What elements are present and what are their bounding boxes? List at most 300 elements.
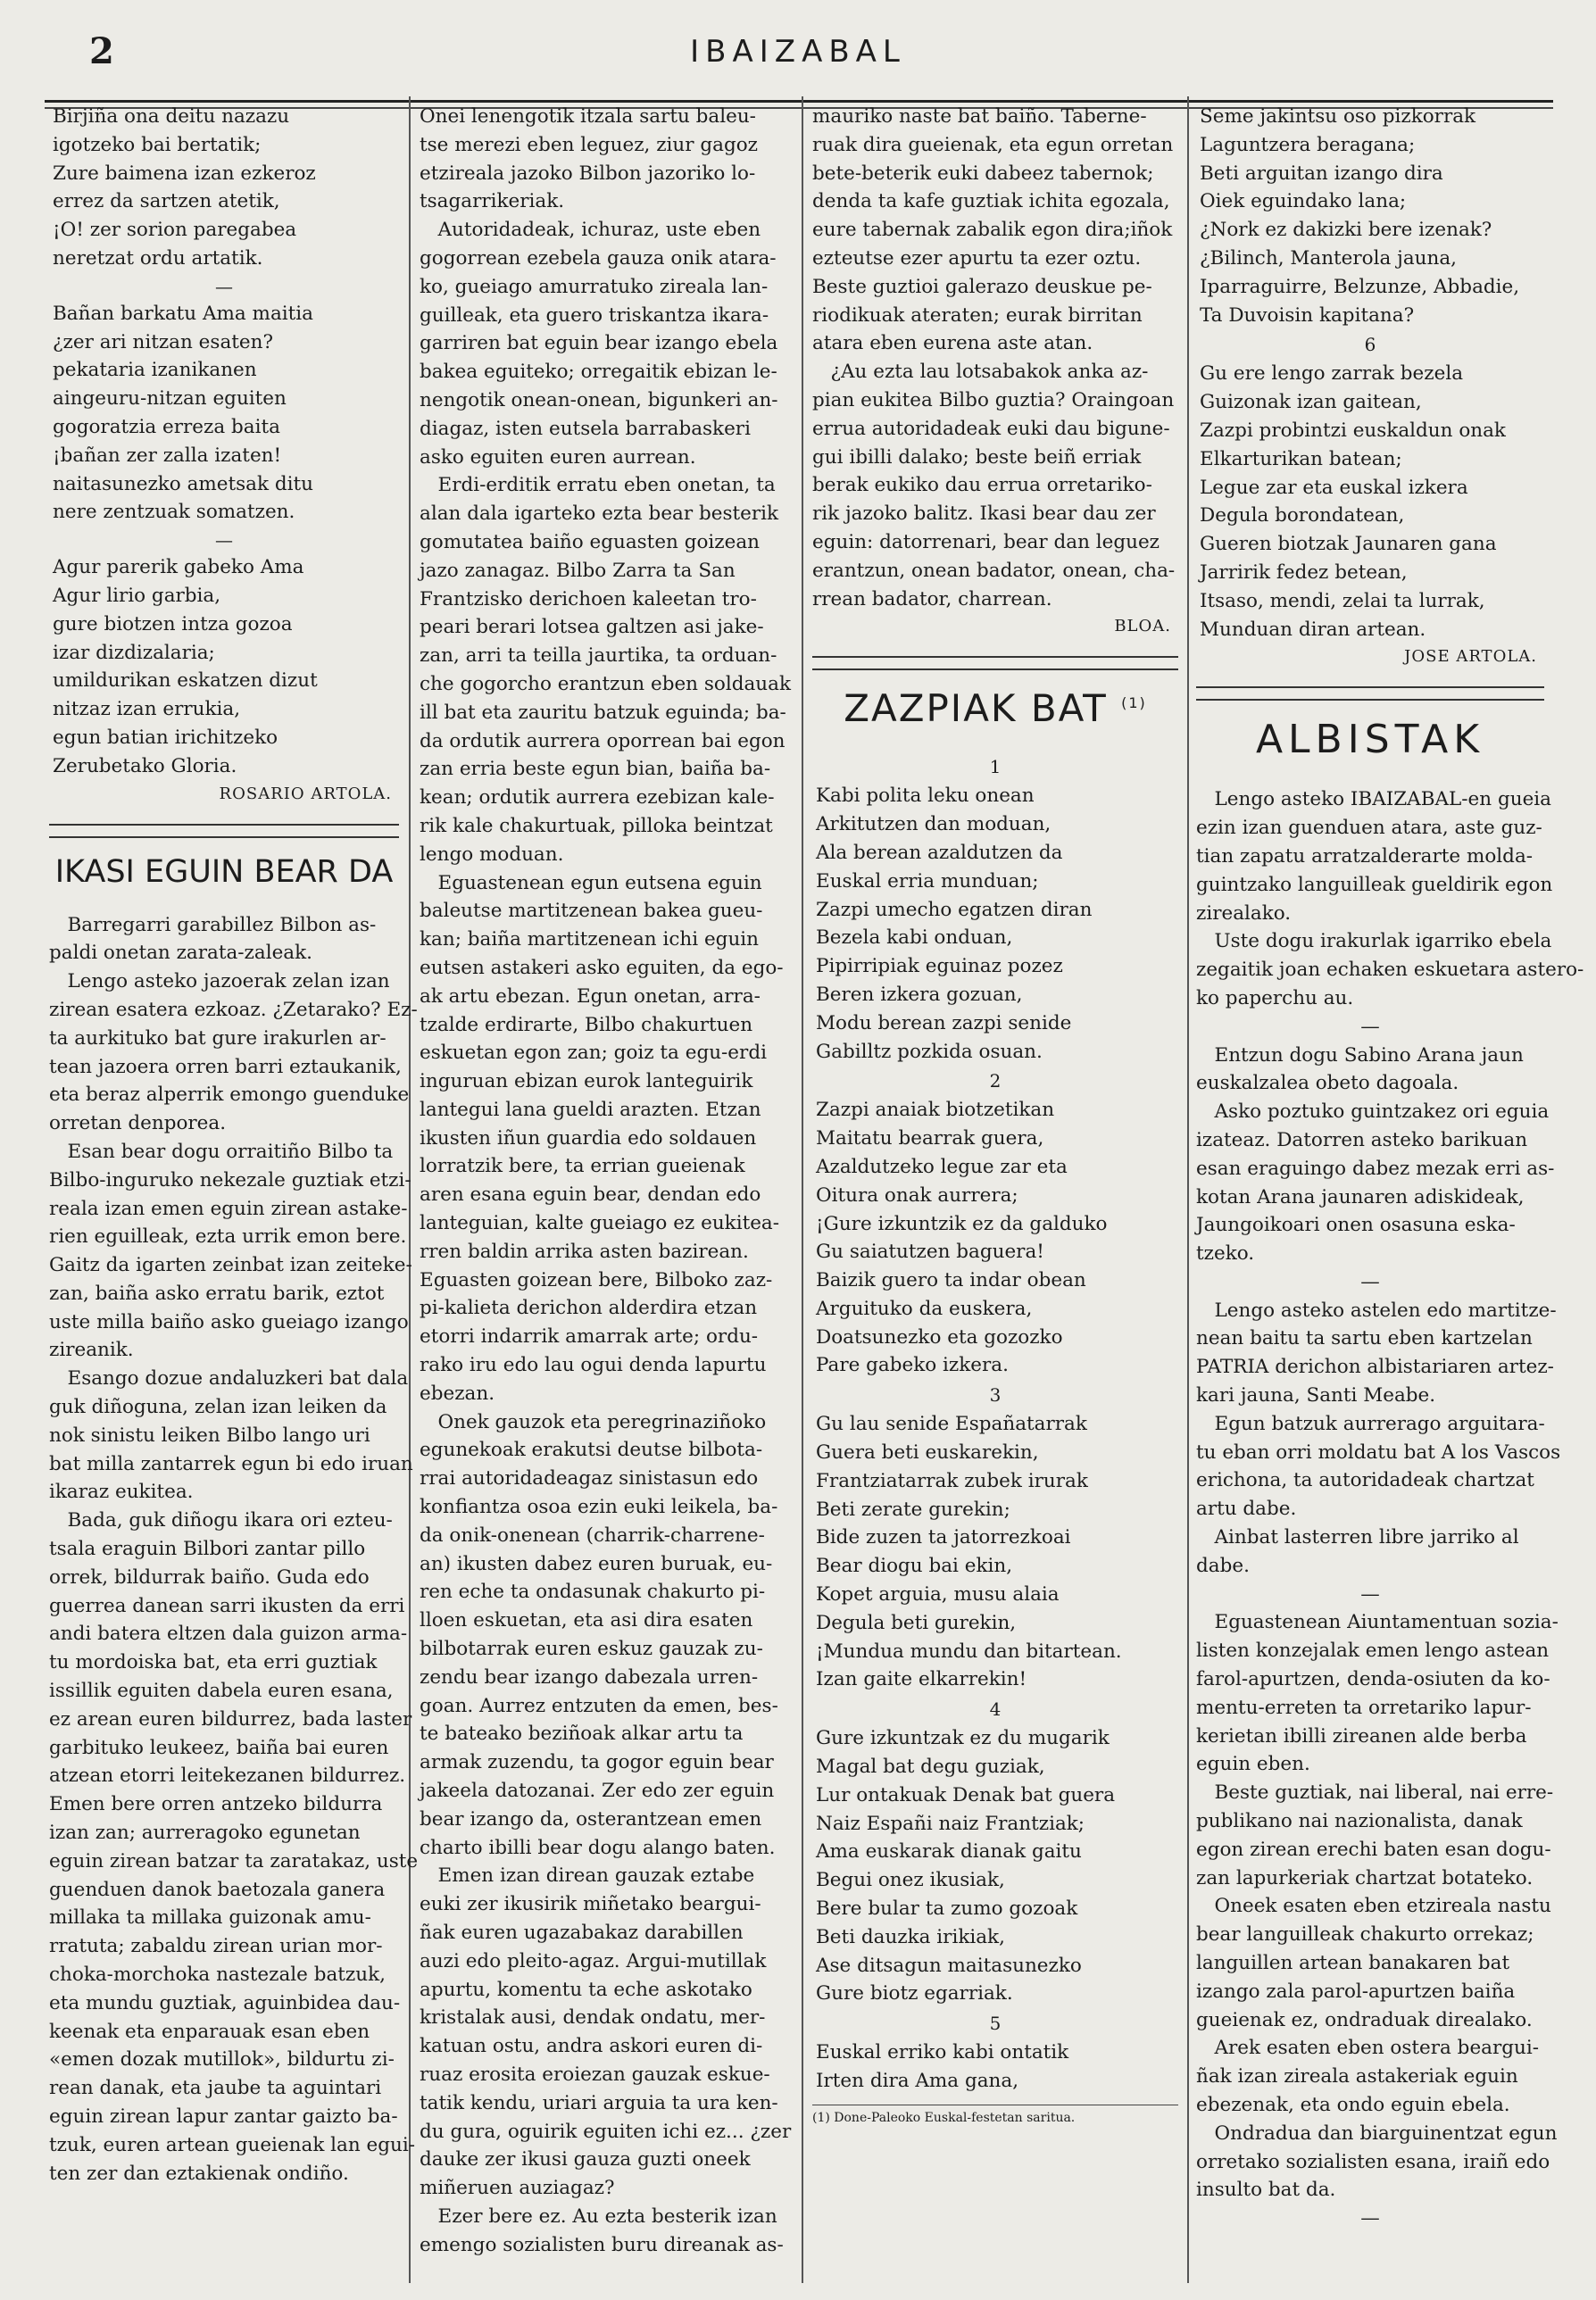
text-line: berak eukiko dau errua orretariko- <box>812 474 1152 497</box>
text-line: aren esana eguin bear, dendan edo <box>420 1183 761 1207</box>
text-line: gueienak ez, ondraduak direalako. <box>1196 2008 1533 2031</box>
text-line: diagaz, isten eutsela barrabaskeri <box>420 417 751 440</box>
text-line: ruak dira gueienak, eta egun orretan <box>812 133 1174 156</box>
article-body <box>420 103 793 2260</box>
text-line: Gaitz da igarten zeinbat izan zeiteke- <box>49 1254 412 1277</box>
poem-stanza <box>812 2038 1178 2096</box>
text-line: Egun batzuk aurrerago arguitara- <box>1196 1412 1545 1435</box>
text-line: izan zan; aurreragoko egunetan <box>49 1822 361 1845</box>
text-line: — <box>1360 2207 1380 2230</box>
text-line: guilleak, eta guero triskantza ikara- <box>420 303 769 327</box>
text-line: Esango dozue andaluzkeri bat dala <box>49 1367 409 1391</box>
verse-line: Maitatu bearrak guera, <box>816 1127 1044 1150</box>
text-line: auzi edo pleito-agaz. Argui-mutillak <box>420 1949 767 1972</box>
text-line: Frantzisko derichoen kaleetan tro- <box>420 587 757 610</box>
text-line: lantegui lana gueldi arazten. Etzan <box>420 1098 761 1121</box>
verse-line: Guera beti euskarekin, <box>816 1441 1039 1465</box>
newspaper-title: IBAIZABAL <box>690 34 906 70</box>
text-line: da onik-onenean (charrik-charrene- <box>420 1524 765 1547</box>
text-line: rean danak, eta jaube ta aguintari <box>49 2077 382 2100</box>
verse-line: Euskal erriko kabi ontatik <box>816 2041 1069 2064</box>
text-line: Arek esaten eben ostera beargui- <box>1196 2037 1540 2060</box>
text-line: Oiek eguindako lana; <box>1200 190 1407 213</box>
text-line: gui ibilli dalako; beste beiñ erriak <box>812 445 1142 469</box>
separator-dash: — <box>215 275 233 297</box>
text-line: Erdi-erditik erratu eben onetan, ta <box>420 474 776 497</box>
text-line: Laguntzera beragana; <box>1200 133 1416 156</box>
text-line: guerrea danean sarri ikusten da erri <box>49 1594 405 1617</box>
article-signature: BLOA. <box>1114 617 1171 636</box>
text-line: katuan ostu, andra askori euren di- <box>420 2035 763 2058</box>
text-line: issillik eguiten dabela euren esana, <box>49 1680 394 1703</box>
text-line: tzeko. <box>1196 1242 1255 1266</box>
poem-title-text: ZAZPIAK BAT <box>844 686 1108 731</box>
text-line: Bada, guk diñogu ikara ori ezteu- <box>49 1509 393 1532</box>
stanza-number: 4 <box>989 1698 1002 1721</box>
text-line: Elkarturikan batean; <box>1200 447 1402 470</box>
text-line: Gu ere lengo zarrak bezela <box>1200 362 1464 386</box>
verse-line: Gu lau senide Españatarrak <box>816 1413 1087 1436</box>
text-line: nere zentzuak somatzen. <box>53 501 295 524</box>
verse-line: Beti dauzka irikiak, <box>816 1925 1005 1948</box>
text-line: Jarririk fedez betean, <box>1200 560 1408 584</box>
verse-line: Kopet arguia, musu alaia <box>816 1583 1060 1607</box>
verse-line: Izan gaite elkarrekin! <box>816 1668 1027 1691</box>
text-line: gogorrean ezebela gauza onik atara- <box>420 246 777 270</box>
text-line: charto ibilli bear dogu alango baten. <box>420 1836 776 1859</box>
verse-line: Naiz Españi naiz Frantziak; <box>816 1812 1085 1835</box>
text-line: baleutse martitzenean bakea gueu- <box>420 900 763 923</box>
text-line: Seme jakintsu oso pizkorrak <box>1200 105 1476 128</box>
text-line: ¡bañan zer zalla izaten! <box>53 444 282 467</box>
text-line: ebezan. <box>420 1382 495 1405</box>
verse-line: Baizik guero ta indar obean <box>816 1269 1086 1292</box>
poem-stanza <box>49 553 399 780</box>
text-line: Ainbat lasterren libre jarriko al <box>1196 1526 1519 1549</box>
poem-stanzas <box>812 751 1178 2095</box>
text-line: pian eukitea Bilbo guztia? Oraingoan <box>812 388 1175 411</box>
text-line: emengo sozialisten buru direanak as- <box>420 2233 784 2256</box>
verse-line: ¡Mundua mundu dan bitartean. <box>816 1640 1122 1663</box>
verse-line: Bezela kabi onduan, <box>816 926 1013 950</box>
verse-line: Gabilltz pozkida osuan. <box>816 1040 1043 1063</box>
text-line: Zerubetako Gloria. <box>53 754 237 777</box>
text-line: errua autoridadeak euki dau bigune- <box>812 417 1170 440</box>
text-line: rik kale chakurtuak, pilloka beintzat <box>420 814 773 837</box>
text-line: Oneek esaten eben etzireala nastu <box>1196 1895 1551 1918</box>
text-line: lorratzik bere, ta errian gueienak <box>420 1155 745 1178</box>
text-line: euskalzalea obeto dagoala. <box>1196 1072 1459 1095</box>
text-line: kristalak ausi, dendak ondatu, mer- <box>420 2006 766 2030</box>
text-line: zan lapurkeriak chartzat botateko. <box>1196 1866 1534 1889</box>
verse-line: Pare gabeko izkera. <box>816 1354 1009 1377</box>
text-line: Autoridadeak, ichuraz, uste eben <box>420 219 761 242</box>
verse-line: Bide zuzen ta jatorrezkoai <box>816 1526 1071 1549</box>
text-line: eguin eben. <box>1196 1753 1310 1776</box>
text-line: ko paperchu au. <box>1196 986 1354 1009</box>
text-line: languillen artean banakaren bat <box>1196 1952 1510 1975</box>
verse-line: Oitura onak aurrera; <box>816 1183 1018 1207</box>
text-line: eure tabernak zabalik egon dira;iñok <box>812 219 1173 242</box>
text-line: pi-kalieta derichon alderdira etzan <box>420 1297 758 1320</box>
text-line: publikano nai nazionalista, danak <box>1196 1810 1523 1833</box>
text-line: andi batera eltzen dala guizon arma- <box>49 1623 408 1646</box>
poem-stanza <box>49 300 399 527</box>
text-line: ak artu ebezan. Egun onetan, arra- <box>420 984 761 1008</box>
text-line: tatik kendu, uriari arguia ta ura ken- <box>420 2091 778 2114</box>
text-line: Beste guztioi galerazo deuskue pe- <box>812 275 1152 298</box>
text-line: rratuta; zabaldu zirean urian mor- <box>49 1935 383 1958</box>
text-line: orretan denporea. <box>49 1112 227 1135</box>
section-rule <box>812 656 1178 670</box>
stanza-number: 1 <box>989 756 1002 778</box>
text-line: ikaraz eukitea. <box>49 1481 194 1504</box>
verse-line: Ama euskarak dianak gaitu <box>816 1840 1082 1864</box>
text-line: «emen dozak mutillok», bildurtu zi- <box>49 2048 395 2072</box>
text-line: listen konzejalak emen lengo astean <box>1196 1640 1550 1663</box>
text-line: ta aurkituko bat gure irakurlen ar- <box>49 1026 387 1050</box>
stanza-number: 6 <box>1364 334 1376 356</box>
text-line: Lengo asteko IBAIZABAL-en gueia <box>1196 788 1551 811</box>
text-line: millaka ta millaka guizonak amu- <box>49 1906 371 1930</box>
text-line: egun batian irichitzeko <box>53 726 278 749</box>
text-line: Agur parerik gabeko Ama <box>53 556 304 579</box>
verse-line: Frantziatarrak zubek irurak <box>816 1469 1088 1492</box>
text-line: Ta Duvoisin kapitana? <box>1200 303 1415 327</box>
text-line: nitzaz izan errukia, <box>53 698 241 721</box>
text-line: Eguastenean Aiuntamentuan sozia- <box>1196 1611 1559 1634</box>
poem-stanza <box>1196 103 1544 329</box>
text-line: bete-beterik euki dabeez tabernok; <box>812 162 1154 185</box>
masthead <box>0 27 1596 80</box>
text-line: kotan Arana jaunaren adiskideak, <box>1196 1185 1525 1208</box>
section-title: ALBISTAK <box>1255 717 1485 763</box>
text-line: orretako sozialisten esana, iraiñ edo <box>1196 2150 1550 2173</box>
text-line: peari berari lotsea galtzen asi jake- <box>420 616 764 639</box>
text-line: mentu-erreten ta orretariko lapur- <box>1196 1696 1532 1719</box>
text-line: insulto bat da. <box>1196 2179 1336 2202</box>
verse-line: Arkitutzen dan moduan, <box>816 813 1052 836</box>
text-line: tsala eraguin Bilbori zantar pillo <box>49 1538 366 1561</box>
text-line: Bañan barkatu Ama maitia <box>53 302 313 325</box>
text-line: uste milla baiño asko gueiago izango <box>49 1310 409 1333</box>
article-body <box>812 103 1178 613</box>
text-line: eguin zirean lapur zantar gaizto ba- <box>49 2105 398 2128</box>
text-line: egon zirean erechi baten esan dogu- <box>1196 1838 1551 1861</box>
text-line: Legue zar eta euskal izkera <box>1200 476 1468 499</box>
text-line: jazo zanagaz. Bilbo Zarra ta San <box>420 559 736 582</box>
text-line: Guizonak izan gaitean, <box>1200 391 1422 414</box>
text-line: gure biotzen intza gozoa <box>53 612 293 635</box>
stanza-number: 3 <box>989 1384 1002 1407</box>
text-line: ¿Nork ez dakizki bere izenak? <box>1200 219 1492 242</box>
verse-line: Azaldutzeko legue zar eta <box>816 1155 1068 1178</box>
text-line: umildurikan eskatzen dizut <box>53 669 318 693</box>
text-line: errez da sartzen atetik, <box>53 190 280 213</box>
poem-stanza <box>812 1096 1178 1380</box>
text-line: ¿Bilinch, Manterola jauna, <box>1200 246 1457 270</box>
text-line: tsagarrikeriak. <box>420 190 565 213</box>
text-line: farol-apurtzen, denda-osiuten da ko- <box>1196 1668 1550 1691</box>
text-line: esan eraguingo dabez mezak erri as- <box>1196 1157 1555 1180</box>
text-line: du gura, oguirik eguiten ichi ez... ¿zer <box>420 2120 792 2143</box>
poem-signature: JOSE ARTOLA. <box>1404 647 1537 667</box>
text-line: Zazpi probintzi euskaldun onak <box>1200 419 1506 442</box>
text-line: euki zer ikusirik miñetako beargui- <box>420 1893 761 1916</box>
text-line: zan erria beste egun bian, baiña ba- <box>420 758 771 781</box>
verse-line: Bere bular ta zumo gozoak <box>816 1897 1078 1921</box>
text-line: rien eguilleak, ezta urrik emon bere. <box>49 1225 407 1249</box>
text-line: lengo moduan. <box>420 843 564 866</box>
text-line: kari jauna, Santi Meabe. <box>1196 1384 1436 1407</box>
text-line: etorri indarrik amarrak arte; ordu- <box>420 1325 759 1349</box>
text-line: ezin izan guenduen atara, aste guz- <box>1196 817 1542 840</box>
text-line: ez arean euren bildurrez, bada laster <box>49 1707 412 1731</box>
text-line: rrai autoridadeagaz sinistasun edo <box>420 1467 759 1490</box>
text-line: Munduan diran artean. <box>1200 618 1426 641</box>
text-line: Ondradua dan biarguinentzat egun <box>1196 2121 1558 2145</box>
text-line: armak zuzendu, ta gogor eguin bear <box>420 1751 774 1774</box>
poem-stanza <box>49 103 399 273</box>
text-line: erantzun, onean badator, onean, cha- <box>812 559 1176 582</box>
text-line: Zure baimena izan ezkeroz <box>53 162 316 185</box>
verse-line: ¡Gure izkuntzik ez da galduko <box>816 1212 1108 1235</box>
verse-line: Magal bat degu guziak, <box>816 1756 1045 1779</box>
text-line: paldi onetan zarata-zaleak. <box>49 942 312 965</box>
stanza-number: 2 <box>989 1070 1002 1092</box>
section-rule <box>49 824 399 838</box>
verse-line: Lur ontakuak Denak bat guera <box>816 1783 1116 1806</box>
article-body <box>49 911 419 2188</box>
verse-line: Doatsunezko eta gozozko <box>816 1325 1063 1349</box>
text-line: Asko poztuko guintzakez ori eguia <box>1196 1100 1550 1124</box>
text-line: — <box>1360 1015 1380 1038</box>
text-line: Eguasten goizean bere, Bilboko zaz- <box>420 1268 773 1291</box>
text-line: Ezer bere ez. Au ezta besterik izan <box>420 2205 777 2228</box>
text-line: Agur lirio garbia, <box>53 584 221 607</box>
text-line: apurtu, komentu ta eche askotako <box>420 1978 752 2001</box>
text-line: zireanik. <box>49 1339 134 1362</box>
text-line: aingeuru-nitzan eguiten <box>53 387 287 411</box>
text-line: zan, arri ta teilla jaurtika, ta orduan- <box>420 644 777 668</box>
column-1 <box>49 103 419 2280</box>
verse-line: Kabi polita leku onean <box>816 785 1035 808</box>
text-line: kan; baiña martitzenean ichi eguin <box>420 928 760 951</box>
footnote: (1) Done-Paleoko Euskal-festetan saritua. <box>812 2105 1178 2127</box>
text-line: eskuetan egon zan; goiz ta egu-erdi <box>420 1042 767 1065</box>
text-line: — <box>1360 1270 1380 1293</box>
text-line: bakea eguiteko; orregaitik ebizan le- <box>420 361 777 384</box>
verse-line: Euskal erria munduan; <box>816 869 1039 893</box>
text-line: rik jazoko balitz. Ikasi bear dau zer <box>812 502 1156 526</box>
text-line: tean jazoera orren barri eztaukanik, <box>49 1055 402 1078</box>
text-line: ko, gueiago amurratuko zireala lan- <box>420 275 769 298</box>
text-line: Birjiña ona deitu nazazu <box>53 105 290 128</box>
text-line: etzireala jazoko Bilbon jazoriko lo- <box>420 162 756 185</box>
poem-stanza <box>1196 360 1544 644</box>
text-line: ¡O! zer sorion paregabea <box>53 219 297 242</box>
verse-line: Gure izkuntzak ez du mugarik <box>816 1727 1110 1750</box>
text-line: che gogorcho erantzun eben soldauak <box>420 672 791 695</box>
text-line: lloen eskuetan, eta asi dira esaten <box>420 1609 753 1632</box>
text-line: guenduen danok baetozala ganera <box>49 1878 386 1901</box>
text-line: artu dabe. <box>1196 1498 1297 1521</box>
text-line: tian zapatu arratzalderarte molda- <box>1196 844 1534 868</box>
verse-line: Pipirripiak eguinaz pozez <box>816 955 1063 978</box>
text-line: atara eben eurena aste atan. <box>812 332 1093 355</box>
verse-line: Beti zerate gurekin; <box>816 1498 1010 1521</box>
text-line: dabe. <box>1196 1554 1250 1577</box>
text-line: ebezenak, eta ondo eguin ebela. <box>1196 2094 1510 2116</box>
text-line: Eguastenean egun eutsena eguin <box>420 871 762 894</box>
page-number: 2 <box>89 30 114 72</box>
text-line: ten zer dan eztakienak ondiño. <box>49 2162 349 2185</box>
text-line: rren baldin arrika asten bazirean. <box>420 1240 749 1263</box>
column-2 <box>420 103 793 2280</box>
verse-line: Bear diogu bai ekin, <box>816 1555 1013 1578</box>
text-line: ill bat eta zauritu batzuk eguinda; ba- <box>420 701 786 724</box>
text-line: da ordutik aurrera oporrean bai egon <box>420 729 786 752</box>
text-line: inguruan ebizan eurok lanteguirik <box>420 1070 753 1093</box>
stanza-number: 5 <box>989 2013 1002 2035</box>
text-line: igotzeko bai bertatik; <box>53 133 262 156</box>
text-line: kerietan ibilli zireanen alde berba <box>1196 1724 1527 1748</box>
text-line: zan, baiña asko erratu barik, eztot <box>49 1282 385 1305</box>
verse-line: Degula beti gurekin, <box>816 1611 1017 1634</box>
text-line: guintzako languilleak gueldirik egon <box>1196 873 1553 896</box>
column-3 <box>812 103 1178 2280</box>
text-line: dauke zer ikusi gauza guzti oneek <box>420 2148 751 2171</box>
poem-stanza <box>812 1724 1178 2008</box>
text-line: mauriko naste bat baiño. Taberne- <box>812 105 1147 128</box>
text-line: bear izango da, osterantzean emen <box>420 1807 762 1831</box>
column-divider <box>1187 96 1189 2283</box>
text-line: rrean badator, charrean. <box>812 587 1052 610</box>
text-line: ikusten iñun guardia edo soldauen <box>420 1126 757 1150</box>
section-rule <box>1196 686 1544 701</box>
text-line: Onei lenengotik itzala sartu baleu- <box>420 105 756 128</box>
verse-line: Arguituko da euskera, <box>816 1297 1033 1320</box>
text-line: eutsen astakeri asko eguiten, da ego- <box>420 956 784 979</box>
text-line: Esan bear dogu orraitiño Bilbo ta <box>49 1140 394 1163</box>
text-line: bear languilleak chakurto orrekaz; <box>1196 1923 1534 1947</box>
text-line: pekataria izanikanen <box>53 359 257 382</box>
poem-stanza <box>812 1410 1178 1694</box>
text-line: tzuk, euren artean gueienak lan egui- <box>49 2133 416 2156</box>
text-line: guk diñoguna, zelan izan leiken da <box>49 1396 387 1419</box>
text-line: tu mordoiska bat, eta erri guztiak <box>49 1651 378 1674</box>
text-line: eguin: datorrenari, bear dan leguez <box>812 530 1160 553</box>
text-line: tu eban orri moldatu bat A los Vascos <box>1196 1441 1561 1464</box>
poem-stanza <box>812 782 1178 1066</box>
text-line: denda ta kafe guztiak ichita egozala, <box>812 190 1170 213</box>
poem-signature: ROSARIO ARTOLA. <box>219 784 392 803</box>
text-line: orrek, bildurrak baiño. Guda edo <box>49 1565 370 1589</box>
text-line: an) ikusten dabez euren buruak, eu- <box>420 1552 773 1575</box>
text-line: gomutatea baiño eguasten goizean <box>420 530 761 553</box>
text-line: neretzat ordu artatik. <box>53 246 263 270</box>
text-line: choka-morchoka nastezale batzuk, <box>49 1964 386 1987</box>
verse-line: Beren izkera gozuan, <box>816 983 1023 1006</box>
separator-dash: — <box>215 529 233 552</box>
text-line: Lengo asteko jazoerak zelan izan <box>49 970 390 993</box>
text-line: ruaz erosita eroiezan gauzak eskue- <box>420 2063 770 2086</box>
text-line: Iparraguirre, Belzunze, Abbadie, <box>1200 275 1520 298</box>
verse-line: Ala berean azaldutzen da <box>816 841 1063 864</box>
text-line: zendu bear izango dabezala urren- <box>420 1665 759 1689</box>
text-line: bilbotarrak euren eskuz gauzak zu- <box>420 1638 763 1661</box>
text-line: Degula borondatean, <box>1200 504 1405 527</box>
footnote-marker: (1) <box>1121 694 1147 712</box>
verse-line: Modu berean zazpi senide <box>816 1011 1072 1034</box>
verse-line: Ase ditsagun maitasunezko <box>816 1954 1082 1977</box>
article-title: IKASI EGUIN BEAR DA <box>54 853 394 890</box>
text-line: keenak eta enparauak esan eben <box>49 2020 370 2043</box>
text-line: izar dizdizalaria; <box>53 641 215 664</box>
text-line: Itsaso, mendi, zelai ta lurrak, <box>1200 589 1485 612</box>
text-line: Entzun dogu Sabino Arana jaun <box>1196 1043 1524 1067</box>
poem-title <box>812 686 1178 730</box>
text-line: goan. Aurrez entzuten da emen, bes- <box>420 1694 778 1717</box>
text-line: eta beraz alperrik emongo guenduke <box>49 1084 410 1107</box>
text-line: ¿zer ari nitzan esaten? <box>53 330 273 353</box>
text-line: zirean esatera ezkoaz. ¿Zetarako? Ez- <box>49 998 418 1021</box>
verse-line: Zazpi anaiak biotzetikan <box>816 1099 1055 1122</box>
text-line: PATRIA derichon albistariaren artez- <box>1196 1356 1554 1379</box>
column-4 <box>1196 103 1584 2280</box>
text-line: ¿Au ezta lau lotsabakok anka az- <box>812 361 1149 384</box>
text-line: Gueren biotzak Jaunaren gana <box>1200 533 1497 556</box>
text-line: tzalde erdirarte, Bilbo chakurtuen <box>420 1013 753 1036</box>
text-line: alan dala igarteko ezta bear besterik <box>420 502 779 526</box>
verse-line: Gu saiatutzen baguera! <box>816 1241 1044 1264</box>
text-line: te bateako beziñoak alkar artu ta <box>420 1723 744 1746</box>
news-body <box>1196 785 1584 2233</box>
text-line: Bilbo-inguruko nekezale guztiak etzi- <box>49 1168 411 1192</box>
verse-line: Zazpi umecho egatzen diran <box>816 898 1093 921</box>
text-line: ñak euren ugazabakaz darabillen <box>420 1922 744 1944</box>
text-line: reala izan emen eguin zirean astake- <box>49 1197 408 1220</box>
text-line: erichona, ta autoridadeak chartzat <box>1196 1469 1534 1492</box>
text-line: Beste guztiak, nai liberal, nai erre- <box>1196 1781 1554 1805</box>
verse-line: Begui onez ikusiak, <box>816 1869 1005 1892</box>
text-line: naitasunezko ametsak ditu <box>53 472 313 495</box>
text-line: eguin zirean batzar ta zaratakaz, uste <box>49 1849 419 1872</box>
text-line: eta mundu guztiak, aguinbidea dau- <box>49 1991 401 2014</box>
text-line: izango zala parol-apurtzen baiña <box>1196 1980 1516 2003</box>
text-line: zegaitik joan echaken eskuetara astero- <box>1196 959 1584 982</box>
text-line: bat milla zantarrek egun bi edo iruan <box>49 1452 413 1475</box>
text-line: rako iru edo lau ogui denda lapurtu <box>420 1354 767 1377</box>
text-line: Barregarri garabillez Bilbon as- <box>49 913 377 936</box>
text-line: nok sinistu leiken Bilbo lango uri <box>49 1424 370 1447</box>
text-line: lanteguian, kalte gueiago ez eukitea- <box>420 1212 780 1235</box>
text-line: garbituko leukeez, baiña bai euren <box>49 1736 389 1759</box>
text-line: konfiantza osoa ezin euki leikela, ba- <box>420 1496 778 1519</box>
text-line: nengotik onean-onean, bigunkeri an- <box>420 388 778 411</box>
text-line: atzean etorri leitekezanen bildurrez. <box>49 1764 406 1788</box>
text-line: — <box>1360 1582 1380 1606</box>
text-line: garriren bat eguin bear izango ebela <box>420 332 778 355</box>
text-line: gogoratzia erreza baita <box>53 415 280 438</box>
text-line: Jaungoikoari onen osasuna eska- <box>1196 1214 1516 1237</box>
verse-line: Gure biotz egarriak. <box>816 1982 1013 2005</box>
verse-line: Irten dira Ama gana, <box>816 2070 1019 2093</box>
text-line: Onek gauzok eta peregrinaziñoko <box>420 1410 767 1433</box>
text-line: tse merezi eben leguez, ziur gagoz <box>420 133 758 156</box>
text-line: Beti arguitan izango dira <box>1200 162 1443 185</box>
text-line: ren eche ta ondasunak chakurto pi- <box>420 1581 766 1604</box>
